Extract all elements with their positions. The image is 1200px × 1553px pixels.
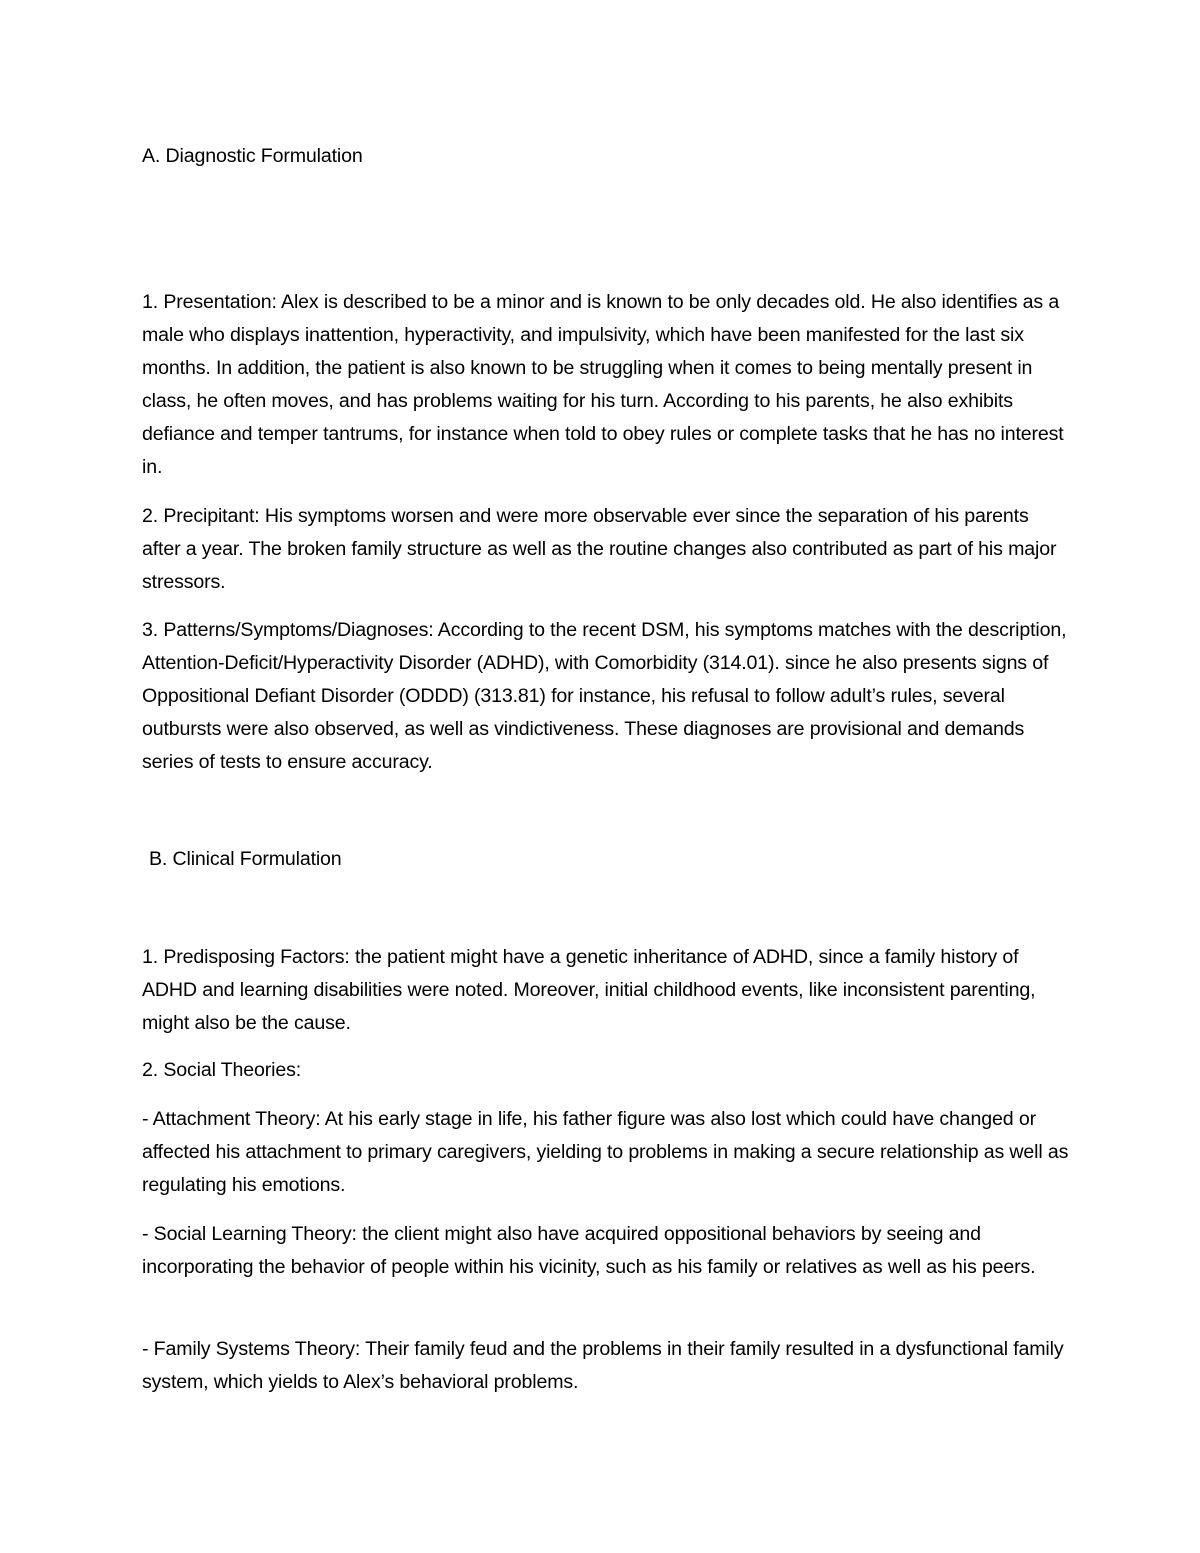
predisposing-factors-paragraph: 1. Predisposing Factors: the patient might have a genetic inheritance of ADHD, since a family history of ADHD and learning disabilities were noted. Moreover, initial childhood events, like inconsistent parenting, might also be the cause.: [142, 946, 1036, 1034]
family-systems-theory-paragraph: - Family Systems Theory: Their family feud and the problems in their family resulted in a dysfunctional family system, which yields to Alex’s behavioral problems.: [142, 1338, 1064, 1393]
social-theories-label: 2. Social Theories:: [142, 1059, 302, 1081]
attachment-theory-paragraph: - Attachment Theory: At his early stage in life, his father figure was also lost which could have changed or affected his attachment to primary caregivers, yielding to problems in making a secure relationship as well as regulating his emotions.: [142, 1108, 1069, 1196]
social-learning-theory-paragraph: - Social Learning Theory: the client might also have acquired oppositional behaviors by seeing and incorporating the behavior of people within his vicinity, such as his family or relatives as well as his peers.: [142, 1223, 1036, 1278]
patterns-paragraph: 3. Patterns/Symptoms/Diagnoses: According to the recent DSM, his symptoms matches with the description, Attention-Deficit/Hyperactivity Disorder (ADHD), with Comorbidity (314.01). since he also presents signs of Oppositional Defiant Disorder (ODDD) (313.81) for instance, his refusal to follow adult’s rules, several outbursts were also observed, as well as vindictiveness. These diagnoses are provisional and demands series of tests to ensure accuracy.: [142, 619, 1067, 773]
section-a-heading: A. Diagnostic Formulation: [142, 145, 363, 167]
section-b-heading: B. Clinical Formulation: [149, 848, 342, 870]
presentation-paragraph: 1. Presentation: Alex is described to be a minor and is known to be only decades old. He also identifies as a male who displays inattention, hyperactivity, and impulsivity, which have been manifested for the last six months. In addition, the patient is also known to be struggling when it comes to being mentally present in class, he often moves, and has problems waiting for his turn. According to his parents, he also exhibits defiance and temper tantrums, for instance when told to obey rules or complete tasks that he has no interest in.: [142, 291, 1064, 478]
precipitant-paragraph: 2. Precipitant: His symptoms worsen and were more observable ever since the separation of his parents after a year. The broken family structure as well as the routine changes also contributed as part of his major stressors.: [142, 505, 1057, 593]
